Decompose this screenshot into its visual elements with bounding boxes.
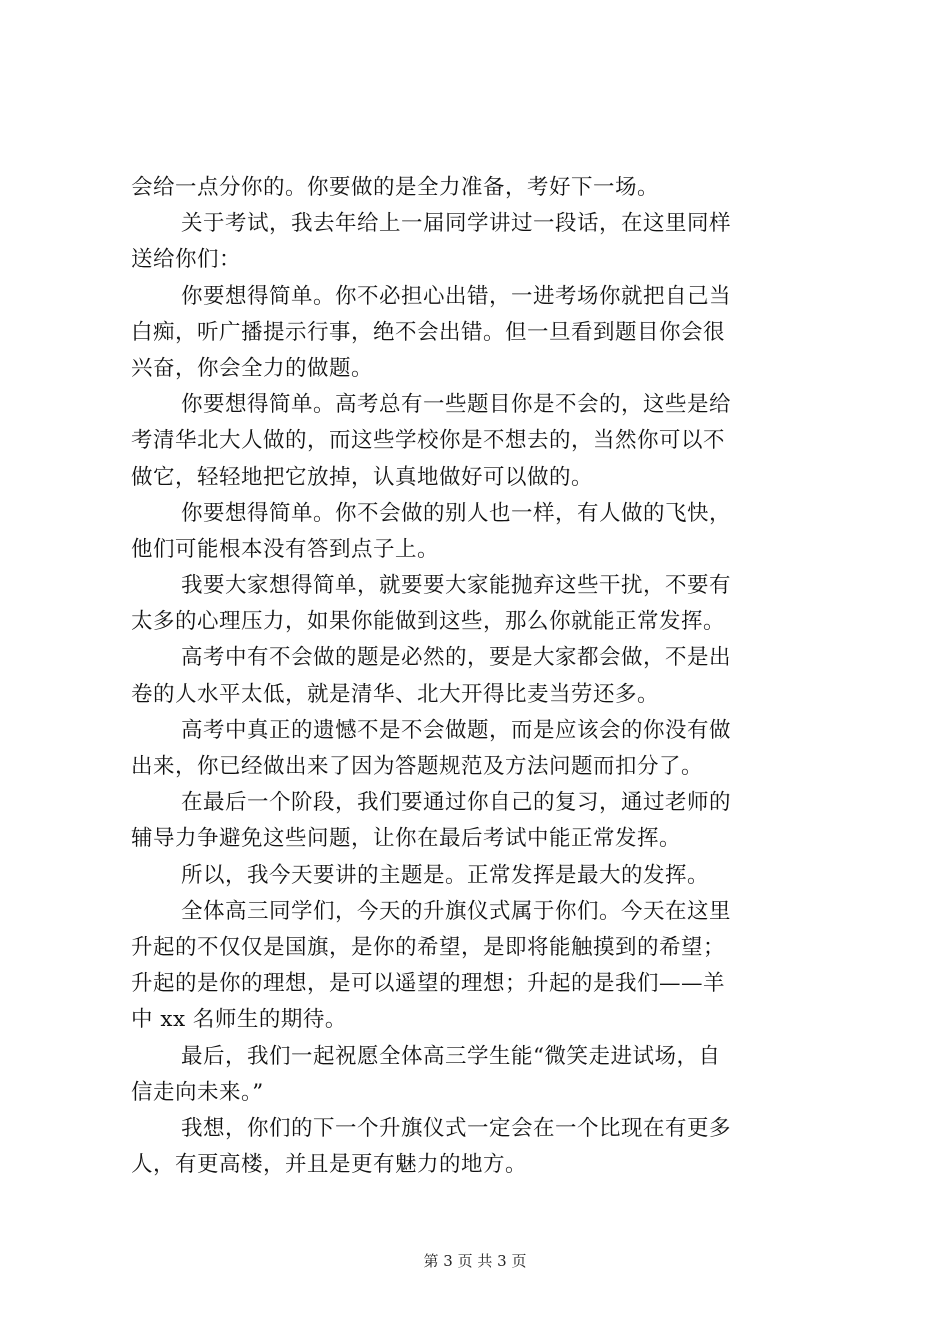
paragraph-9-line-1: 在最后一个阶段，我们要通过你自己的复习，通过老师的 xyxy=(181,790,732,816)
paragraph-1-line-1: 会给一点分你的。你要做的是全力准备，考好下一场。 xyxy=(131,175,660,200)
paragraph-5-line-2: 他们可能根本没有答到点子上。 xyxy=(131,536,440,562)
paragraph-4-line-2: 考清华北大人做的，而这些学校你是不想去的，当然你可以不 xyxy=(131,428,726,454)
paragraph-8-line-1: 高考中真正的遗憾不是不会做题，而是应该会的你没有做 xyxy=(181,717,732,743)
paragraph-5-line-1: 你要想得简单。你不会做的别人也一样，有人做的飞快， xyxy=(181,500,732,526)
paragraph-8-line-2: 出来，你已经做出来了因为答题规范及方法问题而扣分了。 xyxy=(131,754,704,779)
paragraph-6-line-2: 太多的心理压力，如果你能做到这些，那么你就能正常发挥。 xyxy=(131,609,726,635)
paragraph-4-line-3: 做它，轻轻地把它放掉，认真地做好可以做的。 xyxy=(131,464,594,490)
paragraph-13-line-2: 人，有更高楼，并且是更有魅力的地方。 xyxy=(131,1152,528,1178)
paragraph-3-line-2: 白痴，听广播提示行事，绝不会出错。但一旦看到题目你会很 xyxy=(131,319,726,345)
paragraph-4-line-1: 你要想得简单。高考总有一些题目你是不会的，这些是给 xyxy=(181,392,732,418)
paragraph-2-line-1: 关于考试，我去年给上一届同学讲过一段话，在这里同样 xyxy=(181,211,732,237)
paragraph-10-line-1: 所以，我今天要讲的主题是。正常发挥是最大的发挥。 xyxy=(181,862,710,888)
paragraph-9-line-2: 辅导力争避免这些问题，让你在最后考试中能正常发挥。 xyxy=(131,826,682,852)
paragraph-7-line-1: 高考中有不会做的题是必然的，要是大家都会做，不是出 xyxy=(181,645,732,671)
paragraph-3-line-3: 兴奋，你会全力的做题。 xyxy=(131,355,374,381)
paragraph-11-line-2: 升起的不仅仅是国旗，是你的希望，是即将能触摸到的希望； xyxy=(131,934,726,960)
paragraph-13-line-1: 我想，你们的下一个升旗仪式一定会在一个比现在有更多 xyxy=(181,1115,732,1141)
paragraph-11-line-1: 全体高三同学们，今天的升旗仪式属于你们。今天在这里 xyxy=(181,898,732,924)
page-number-label: 第 3 页 共 3 页 xyxy=(423,1252,527,1270)
paragraph-2-line-2: 送给你们： xyxy=(131,247,242,273)
paragraph-7-line-2: 卷的人水平太低，就是清华、北大开得比麦当劳还多。 xyxy=(131,681,660,707)
paragraph-6-line-1: 我要大家想得简单，就要要大家能抛弃这些干扰，不要有 xyxy=(181,573,732,599)
document-body xyxy=(131,170,831,1183)
page-footer xyxy=(0,1251,950,1271)
paragraph-11-line-3: 升起的是你的理想，是可以遥望的理想；升起的是我们——羊 xyxy=(131,971,726,997)
paragraph-12-line-1: 最后，我们一起祝愿全体高三学生能“微笑走进试场，自 xyxy=(181,1043,721,1069)
paragraph-3-line-1: 你要想得简单。你不必担心出错，一进考场你就把自己当 xyxy=(181,283,732,309)
paragraph-12-line-2: 信走向未来。” xyxy=(131,1079,264,1105)
paragraph-11-line-4: 中 xx 名师生的期待。 xyxy=(131,1007,347,1033)
